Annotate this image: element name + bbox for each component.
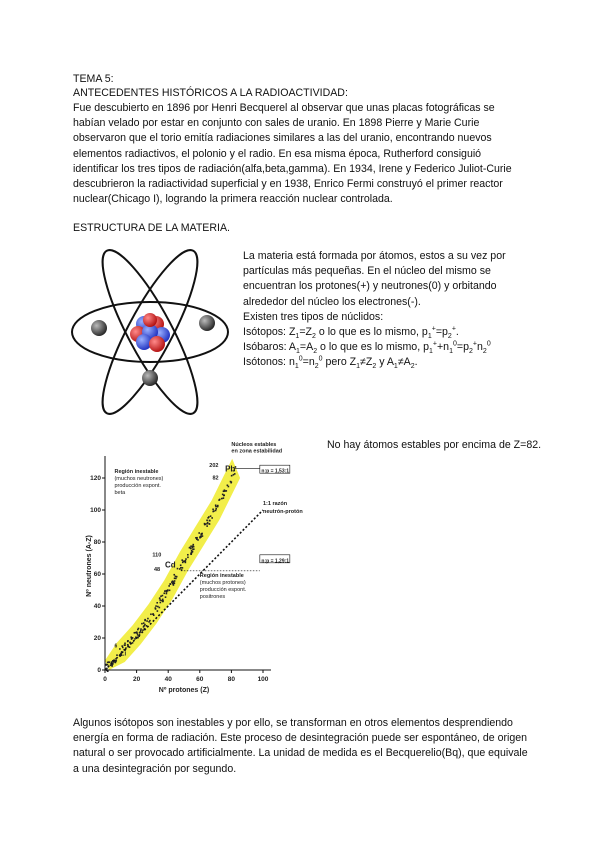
unstable-top-label: producción espont. [114, 483, 161, 490]
pb-symbol: Pb [225, 464, 236, 474]
nucleus-point [169, 583, 171, 585]
nucleus-point [215, 504, 217, 506]
nucleus-point [143, 622, 145, 624]
nucleus-point [134, 638, 136, 640]
unstable-bottom-label: (muchos protones) [199, 580, 246, 587]
isotonos-label: Isótonos: [243, 356, 286, 369]
decay-paragraph: Algunos isótopos son inestables y por ello, se transforman en otros elementos desprendiendo energía en forma de radiación. Este proceso de desintegración puede ser espontáneo, de origen natural o ser provocado artificialmente. La unidad de medida es el Becquerelio(Bq), que equivale a una desintegración por segundo. [73, 717, 528, 775]
nucleus-point [161, 600, 163, 602]
x-tick-label: 0 [103, 676, 107, 683]
electron [142, 370, 158, 386]
pb-mass-number: 202 [209, 462, 219, 469]
matter-paragraph: La materia está formada por átomos, estos a su vez por partículas más pequeñas. En el núcleo del mismo se encuentran los protones(+) y neutrones(0) y orbitando alrededor del núcleo los electrones(-). [243, 250, 506, 308]
nucleus-point [166, 593, 168, 595]
nucleus-point [187, 554, 189, 556]
nucleus-point [231, 481, 233, 483]
ratio-label: 1:1 razón [263, 501, 288, 508]
nuclides-intro: Existen tres tipos de núclidos: [243, 310, 384, 323]
pb-atomic-number: 82 [212, 475, 219, 482]
nucleus-point [146, 620, 148, 622]
nucleus-point [185, 560, 187, 562]
nucleus-point [124, 644, 126, 646]
np-high-label: n:p = 1,53:1 [261, 468, 290, 475]
nucleus-point [173, 581, 175, 583]
unstable-bottom-label: producción espont. [199, 587, 247, 594]
isobaros-line: Isóbaros: $A_1=A_2$ o lo que es lo mismo, $p_1^++n_1^0=p_2^+n_2^0$ [243, 340, 491, 356]
y-tick-label: 0 [97, 667, 101, 674]
nucleus-point [105, 664, 107, 666]
nucleus-point [231, 475, 233, 477]
nucleus-point [215, 510, 217, 512]
y-tick-label: 120 [90, 475, 101, 482]
isotopos-tail: o lo que es lo mismo, [318, 326, 419, 339]
atom-illustration [70, 232, 230, 432]
nucleus [130, 313, 170, 352]
unstable-bottom-label: Región inestable [199, 573, 244, 580]
nucleus-point [153, 614, 155, 616]
page-title: TEMA 5: [73, 73, 114, 85]
nucleus-point [116, 654, 118, 656]
nucleus-point [156, 602, 158, 604]
nucleus-point [140, 630, 142, 632]
nucleus-point [190, 548, 192, 550]
nucleus-point [209, 520, 211, 522]
x-tick-label: 20 [132, 676, 141, 683]
nucleus-point [176, 576, 178, 578]
y-tick-label: 60 [93, 571, 101, 578]
nucleus-point [191, 550, 193, 552]
nucleus-point [127, 640, 129, 642]
section-heading-history: ANTECEDENTES HISTÓRICOS A LA RADIOACTIVIDAD: [73, 87, 348, 99]
isobaros-label: Isóbaros: [243, 341, 287, 354]
nucleus-point [147, 618, 149, 620]
stability-chart [88, 432, 328, 702]
nucleus-point [201, 533, 203, 535]
nucleus-point [223, 490, 225, 492]
nucleus-point [144, 619, 146, 621]
nucleus-point [180, 567, 182, 569]
nucleus-point [192, 544, 194, 546]
nucleus-point [180, 564, 182, 566]
nucleus-point [169, 589, 171, 591]
nucleus-point [162, 595, 164, 597]
nucleus-point [160, 595, 162, 597]
nucleus-point [159, 607, 161, 609]
nucleus-point [119, 648, 121, 650]
section-heading-structure: ESTRUCTURA DE LA MATERIA. [73, 222, 230, 234]
li-atomic-number: 3 [114, 658, 118, 664]
nucleus-point [140, 628, 142, 630]
nucleus-point [108, 661, 110, 663]
nucleus-point [221, 498, 223, 500]
nucleus-point [166, 591, 168, 593]
nucleus-point [210, 515, 212, 517]
nucleus-point [193, 546, 195, 548]
electron [199, 315, 215, 331]
isobaros-tail: o lo que es lo mismo, [320, 341, 421, 354]
nucleus-point [183, 561, 185, 563]
nucleus-point [228, 486, 230, 488]
nucleus-point [142, 629, 144, 631]
x-tick-label: 100 [257, 676, 269, 683]
li-mass-number: 6 [114, 643, 118, 650]
nucleus-point [207, 517, 209, 519]
stable-zone-label: Núcleos estables [231, 442, 277, 448]
nucleus-point [168, 585, 170, 587]
nucleus-point [111, 665, 113, 667]
nucleus-point [159, 599, 161, 601]
nucleus-point [195, 537, 197, 539]
y-tick-label: 20 [93, 635, 101, 642]
nucleus-point [159, 597, 161, 599]
stable-zone-label: en zona estabilidad [231, 448, 283, 455]
nucleus-point [198, 532, 200, 534]
nucleus-point [122, 647, 124, 649]
nucleus-point [206, 523, 208, 525]
nucleus-point [185, 558, 187, 560]
unstable-bottom-label: positrones [199, 594, 226, 601]
cd-mass-number: 110 [152, 552, 162, 559]
y-tick-label: 40 [93, 603, 101, 610]
nucleus-point [155, 605, 157, 607]
nucleus-point [174, 578, 176, 580]
isotopos-line: Isótopos: $Z_1=Z_2$ o lo que es lo mismo, $p_1^+=p_2^+$. [243, 325, 459, 341]
y-axis-label: Nº neutrones (A-Z) [86, 535, 93, 597]
isotonos-tail: pero [325, 356, 347, 369]
intro-paragraph: Fue descubierto en 1896 por Henri Becquerel al observar que unas placas fotográficas se habían velado por estar en conjunto con sales de uranio. En 1898 Pierre y Marie Curie observaron que el torio emitía radiaciones similares a las del uranio, encontrando nuevos elementos radiactivos, el polonio y el radio. En esa misma época, Rutherford consiguió identificar los tres tipos de radiación(alfa,beta,gamma). En 1934, Irene y Federico Juliot-Curie descubrieron la radiactividad superficial y en 1938, Enrico Fermi construyó el primer reactor nuclear(Chicago I), logrando la primera reacción nuclear controlada. [73, 102, 512, 206]
x-tick-label: 40 [164, 676, 172, 683]
nucleus-point [200, 536, 202, 538]
nucleus-point [193, 548, 195, 550]
nucleus-point [213, 510, 215, 512]
nucleus-point [211, 517, 213, 519]
isotopos-label: Isótopos: [243, 326, 286, 339]
electron [91, 320, 107, 336]
nucleus-point [172, 583, 174, 585]
nucleus-point [205, 523, 207, 525]
nucleus-point [206, 520, 208, 522]
li-symbol: Li [120, 651, 127, 658]
unstable-top-label: Región inestable [114, 469, 159, 476]
y-tick-label: 100 [90, 507, 101, 514]
nucleus-point [217, 506, 219, 508]
nucleus-point [173, 574, 175, 576]
nucleus-point [212, 509, 214, 511]
nucleus-point [155, 607, 157, 609]
nucleus-point [187, 557, 189, 559]
nucleus-point [157, 610, 159, 612]
x-tick-label: 60 [196, 676, 204, 683]
nucleus-point [206, 525, 208, 527]
ratio-label: neutrón-protón [263, 509, 303, 516]
nucleus-point [160, 602, 162, 604]
nucleus-point [148, 621, 150, 623]
nucleus-point [225, 490, 227, 492]
nucleus-point [218, 499, 220, 501]
nucleus-point [124, 643, 126, 645]
unstable-top-label: beta [114, 490, 126, 497]
nucleus-point [138, 628, 140, 630]
nucleus-point [157, 606, 159, 608]
nucleus-point [208, 523, 210, 525]
y-tick-label: 80 [93, 539, 101, 546]
x-tick-label: 80 [227, 676, 236, 683]
nucleus-point [233, 474, 235, 476]
nucleus-point [136, 632, 138, 634]
nucleus-point [137, 634, 139, 636]
nucleus-point [164, 590, 166, 592]
nucleus-point [139, 632, 141, 634]
nucleus-point [223, 497, 225, 499]
nucleus-point [141, 623, 143, 625]
nucleus-point [143, 626, 145, 628]
isotonos-line: Isótonos: $n_1^0=n_2^0$ pero $Z_1\ne Z_2$ y $A_1\ne A_2$. [243, 355, 418, 371]
nucleus-point [196, 538, 198, 540]
matter-paragraph-block [243, 249, 528, 371]
nucleus-point [215, 508, 217, 510]
nucleus-point [191, 552, 193, 554]
unstable-top-label: (muchos neutrones) [114, 476, 164, 483]
nucleus-point [144, 624, 146, 626]
nucleus-point [177, 568, 179, 570]
x-axis-label: Nº protones (Z) [158, 687, 210, 694]
nucleus-point [222, 494, 224, 496]
cd-symbol: Cd [165, 560, 176, 570]
nucleus-point [150, 613, 152, 615]
nucleus-point [182, 567, 184, 569]
cd-atomic-number: 48 [153, 566, 161, 573]
nucleus-point [190, 545, 192, 547]
nucleus-point [130, 636, 132, 638]
nucleus-point [163, 592, 165, 594]
stable-note: No hay átomos estables por encima de Z=82. [327, 439, 542, 451]
np-low-label: n:p = 1,29:1 [261, 558, 290, 565]
nucleus-point [190, 553, 192, 555]
nucleus-point [165, 596, 167, 598]
